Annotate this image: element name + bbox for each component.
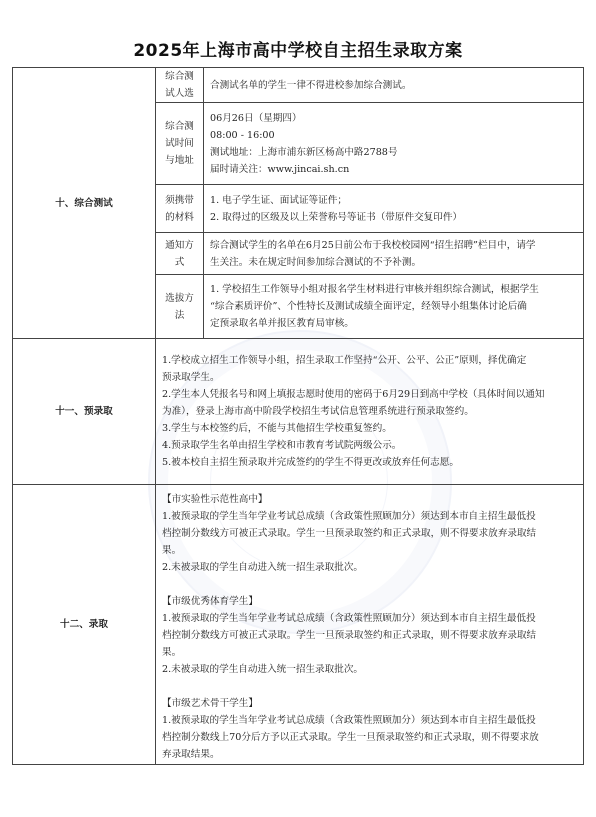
text-line: 果。 <box>162 545 182 556</box>
text-line: 果。 <box>162 647 182 658</box>
text-line: 1.被预录取的学生当年学业考试总成绩（含政策性照顾加分）须达到本市自主招生最低投 <box>162 613 536 624</box>
row-content-materials <box>204 185 584 233</box>
row-content-time-address <box>204 103 584 185</box>
text-line: 届时请关注：www.jincai.sh.cn <box>210 163 350 175</box>
pre-admission-content <box>156 339 584 485</box>
text-line: 1.被预录取的学生当年学业考试总成绩（含政策性照顾加分）须达到本市自主招生最低投 <box>162 715 536 726</box>
text-line: 测试地址：上海市浦东新区杨高中路2788号 <box>210 146 398 158</box>
text-line: 2.未被录取的学生自动进入统一招生录取批次。 <box>162 562 364 573</box>
section-twelve-label: 十二、录取 <box>13 485 156 765</box>
text-line: 档控制分数线上70分后方予以正式录取。学生一旦预录取签约和正式录取，则不得要求放 <box>162 732 539 743</box>
text-line: 档控制分数线方可被正式录取。学生一旦预录取签约和正式录取，则不得要求放弃录取结 <box>162 528 537 539</box>
text-line: 5.被本校自主招生预录取并完成签约的学生不得更改或放弃任何志愿。 <box>162 457 459 468</box>
row-content-selection <box>204 275 584 339</box>
admission-table <box>12 67 584 765</box>
row-label-notification: 通知方式 <box>156 233 204 275</box>
text-line: 4.预录取学生名单由招生学校和市教育考试院两级公示。 <box>162 440 402 451</box>
group-heading: 【市级艺术骨干学生】 <box>162 698 258 709</box>
text-line: 弃录取结果。 <box>162 749 220 760</box>
text-line: 档控制分数线方可被正式录取。学生一旦预录取签约和正式录取，则不得要求放弃录取结 <box>162 630 537 641</box>
text-line: 预录取学生。 <box>162 372 220 383</box>
text-line: 1. 电子学生证、面试证等证件； <box>210 194 347 206</box>
row-label-candidates: 综合测试人选 <box>156 68 204 103</box>
text-line: 2.学生本人凭报名号和网上填报志愿时使用的密码于6月29日到高中学校（具体时间以通知 <box>162 389 545 400</box>
row-label-materials: 须携带的材料 <box>156 185 204 233</box>
group-heading: 【市实验性示范性高中】 <box>162 494 268 505</box>
section-eleven-label: 十一、预录取 <box>13 339 156 485</box>
row-label-time-address: 综合测试时间与地址 <box>156 103 204 185</box>
group-heading: 【市级优秀体育学生】 <box>162 596 258 607</box>
text-line: 08:00 - 16:00 <box>210 129 275 141</box>
text-line: “综合素质评价”、个性特长及测试成绩全面评定，经领导小组集体讨论后确 <box>210 301 527 312</box>
text-line: 定预录取名单并报区教育局审核。 <box>210 318 354 329</box>
row-content-candidates <box>204 68 584 103</box>
text-line: 生关注。未在规定时间参加综合测试的不予补测。 <box>210 256 422 268</box>
row-content-notification <box>204 233 584 275</box>
text-line: 1. 学校招生工作领导小组对报名学生材料进行审核并组织综合测试，根据学生 <box>210 284 539 295</box>
text-line: 为准），登录上海市高中阶段学校招生考试信息管理系统进行预录取签约。 <box>162 406 474 417</box>
row-label-selection: 选拔方法 <box>156 275 204 339</box>
text-line: 06月26日（星期四） <box>210 112 302 124</box>
text-line: 2.未被录取的学生自动进入统一招生录取批次。 <box>162 664 364 675</box>
text-line: 1.被预录取的学生当年学业考试总成绩（含政策性照顾加分）须达到本市自主招生最低投 <box>162 511 536 522</box>
text-line: 3.学生与本校签约后，不能与其他招生学校重复签约。 <box>162 423 392 434</box>
admission-content <box>156 485 584 765</box>
text-line: 1.学校成立招生工作领导小组，招生录取工作坚持“公开、公平、公正”原则，择优确定 <box>162 355 527 366</box>
text-line: 合测试名单的学生一律不得进校参加综合测试。 <box>210 79 412 91</box>
page-title: 2025年上海市高中学校自主招生录取方案 <box>133 41 463 61</box>
text-line: 2. 取得过的区级及以上荣誉称号等证书（带原件交复印件） <box>210 211 463 223</box>
section-ten-label: 十、综合测试 <box>13 68 156 339</box>
text-line: 综合测试学生的名单在6月25日前公布于我校校园网“招生招聘”栏目中，请学 <box>210 239 536 251</box>
